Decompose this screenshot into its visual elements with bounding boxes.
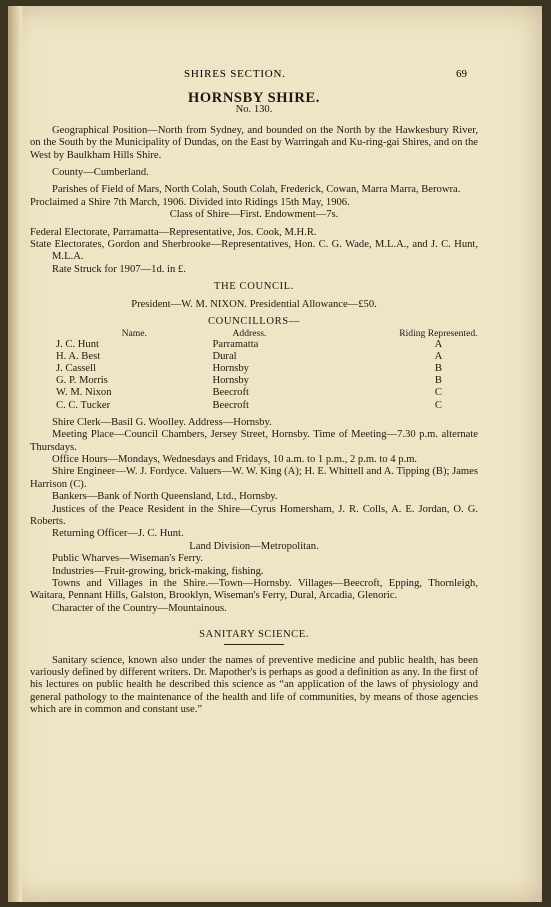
president-line: President—W. M. NIXON. Presidential Allowance—£50. bbox=[131, 298, 377, 310]
page-spine-shadow bbox=[8, 6, 22, 902]
proclaimed: Proclaimed a Shire 7th March, 1906. Divided into Ridings 15th May, 1906. bbox=[30, 196, 350, 208]
table-row bbox=[56, 339, 478, 351]
councillor-riding: B bbox=[434, 375, 442, 387]
councillor-name: J. Cassell bbox=[56, 362, 97, 374]
councillor-name: W. M. Nixon bbox=[56, 387, 112, 399]
returning-officer: Returning Officer—J. C. Hunt. bbox=[52, 528, 184, 540]
table-row bbox=[56, 387, 478, 399]
councillors-table bbox=[56, 329, 478, 412]
councillor-name: J. C. Hunt bbox=[56, 338, 99, 350]
table-row bbox=[56, 351, 478, 363]
councillor-riding: A bbox=[434, 338, 443, 350]
table-header-row bbox=[56, 329, 478, 339]
councillor-address: Parramatta bbox=[212, 338, 259, 350]
councillors-heading: COUNCILLORS— bbox=[208, 316, 300, 328]
shire-engineer: Shire Engineer—W. J. Fordyce. Valuers—W. W. King (A); H. E. Whittell and A. Tipping (B); James Harrison (C). bbox=[30, 466, 478, 490]
land-division: Land Division—Metropolitan. bbox=[189, 540, 319, 552]
state-electorates: State Electorates, Gordon and Sherbrooke—Representatives, Hon. C. G. Wade, M.L.A., and J. C. Hunt, M.L.A. bbox=[30, 239, 478, 263]
page-content bbox=[30, 62, 478, 717]
justices: Justices of the Peace Resident in the Shire—Cyrus Homersham, J. R. Colls, A. E. Jordan, O. G. Roberts. bbox=[30, 503, 478, 527]
federal-electorate: Federal Electorate, Parramatta—Representative, Jos. Cook, M.H.R. bbox=[30, 226, 317, 238]
bankers: Bankers—Bank of North Queensland, Ltd., Hornsby. bbox=[52, 491, 278, 503]
section-title: SHIRES SECTION. bbox=[184, 68, 286, 80]
book-page bbox=[8, 6, 542, 902]
councillor-riding: A bbox=[434, 350, 443, 362]
table-row bbox=[56, 400, 478, 412]
shire-number: No. 130. bbox=[235, 104, 273, 116]
table-row bbox=[56, 363, 478, 375]
col-riding-header: Riding Represented. bbox=[399, 327, 478, 339]
councillor-name: H. A. Best bbox=[56, 350, 101, 362]
councillor-address: Hornsby bbox=[212, 375, 249, 387]
office-hours: Office Hours—Mondays, Wednesdays and Fridays, 10 a.m. to 1 p.m., 2 p.m. to 4 p.m. bbox=[52, 453, 418, 465]
councillor-riding: B bbox=[434, 362, 442, 374]
councillor-address: Hornsby bbox=[212, 362, 249, 374]
col-address-header: Address. bbox=[232, 327, 267, 339]
councillor-address: Dural bbox=[212, 350, 237, 362]
meeting-place: Meeting Place—Council Chambers, Jersey Street, Hornsby. Time of Meeting—7.30 p.m. alternate Thursdays. bbox=[30, 429, 478, 453]
page-number: 69 bbox=[456, 68, 467, 80]
councillor-riding: C bbox=[434, 399, 442, 411]
parishes: Parishes of Field of Mars, North Colah, South Colah, Frederick, Cowan, Marra Marra, Berowra. bbox=[52, 184, 461, 196]
col-name-header: Name. bbox=[121, 327, 147, 339]
heading-rule bbox=[224, 644, 284, 645]
sanitary-text: Sanitary science, known also under the names of preventive medicine and public health, has been variously defined by different writers. Dr. Mapother's is perhaps as good a definition as any. In the first of his lectures on public health he described this science as “an application of the laws of physiology and general pathology to the maintenance of the health and life of communities, by means of those agencies which are in common and constant use.” bbox=[30, 654, 478, 716]
public-wharves: Public Wharves—Wiseman's Ferry. bbox=[52, 553, 203, 565]
towns-villages: Towns and Villages in the Shire.—Town—Hornsby. Villages—Beecroft, Epping, Thornleigh, Waitara, Pennant Hills, Galston, Brooklyn, Wiseman's Ferry, Dural, Arcadia, Glenoric. bbox=[30, 578, 478, 602]
councillor-name: G. P. Morris bbox=[56, 375, 108, 387]
councillor-address: Beecroft bbox=[212, 399, 249, 411]
rate-struck: Rate Struck for 1907—1d. in £. bbox=[52, 263, 186, 275]
shire-class: Class of Shire—First. Endowment—7s. bbox=[169, 209, 339, 221]
shire-title: HORNSBY SHIRE. bbox=[188, 90, 320, 106]
table-row bbox=[56, 375, 478, 387]
councillor-riding: C bbox=[434, 387, 442, 399]
county: County—Cumberland. bbox=[52, 167, 149, 179]
sanitary-heading: SANITARY SCIENCE. bbox=[199, 629, 309, 641]
councillor-name: C. C. Tucker bbox=[56, 399, 111, 411]
geographical-position: Geographical Position—North from Sydney, and bounded on the North by the Hawkesbury River, on the South by the Municipality of Dundas, on the East by Warringah and Ku-ring-gai Shires, and on the West by Baulkham Hills Shire. bbox=[30, 124, 478, 161]
country-character: Character of the Country—Mountainous. bbox=[52, 602, 227, 614]
councillor-address: Beecroft bbox=[212, 387, 249, 399]
shire-clerk: Shire Clerk—Basil G. Woolley. Address—Hornsby. bbox=[52, 416, 272, 428]
industries: Industries—Fruit-growing, brick-making, fishing. bbox=[52, 565, 264, 577]
council-heading: THE COUNCIL. bbox=[213, 281, 295, 293]
